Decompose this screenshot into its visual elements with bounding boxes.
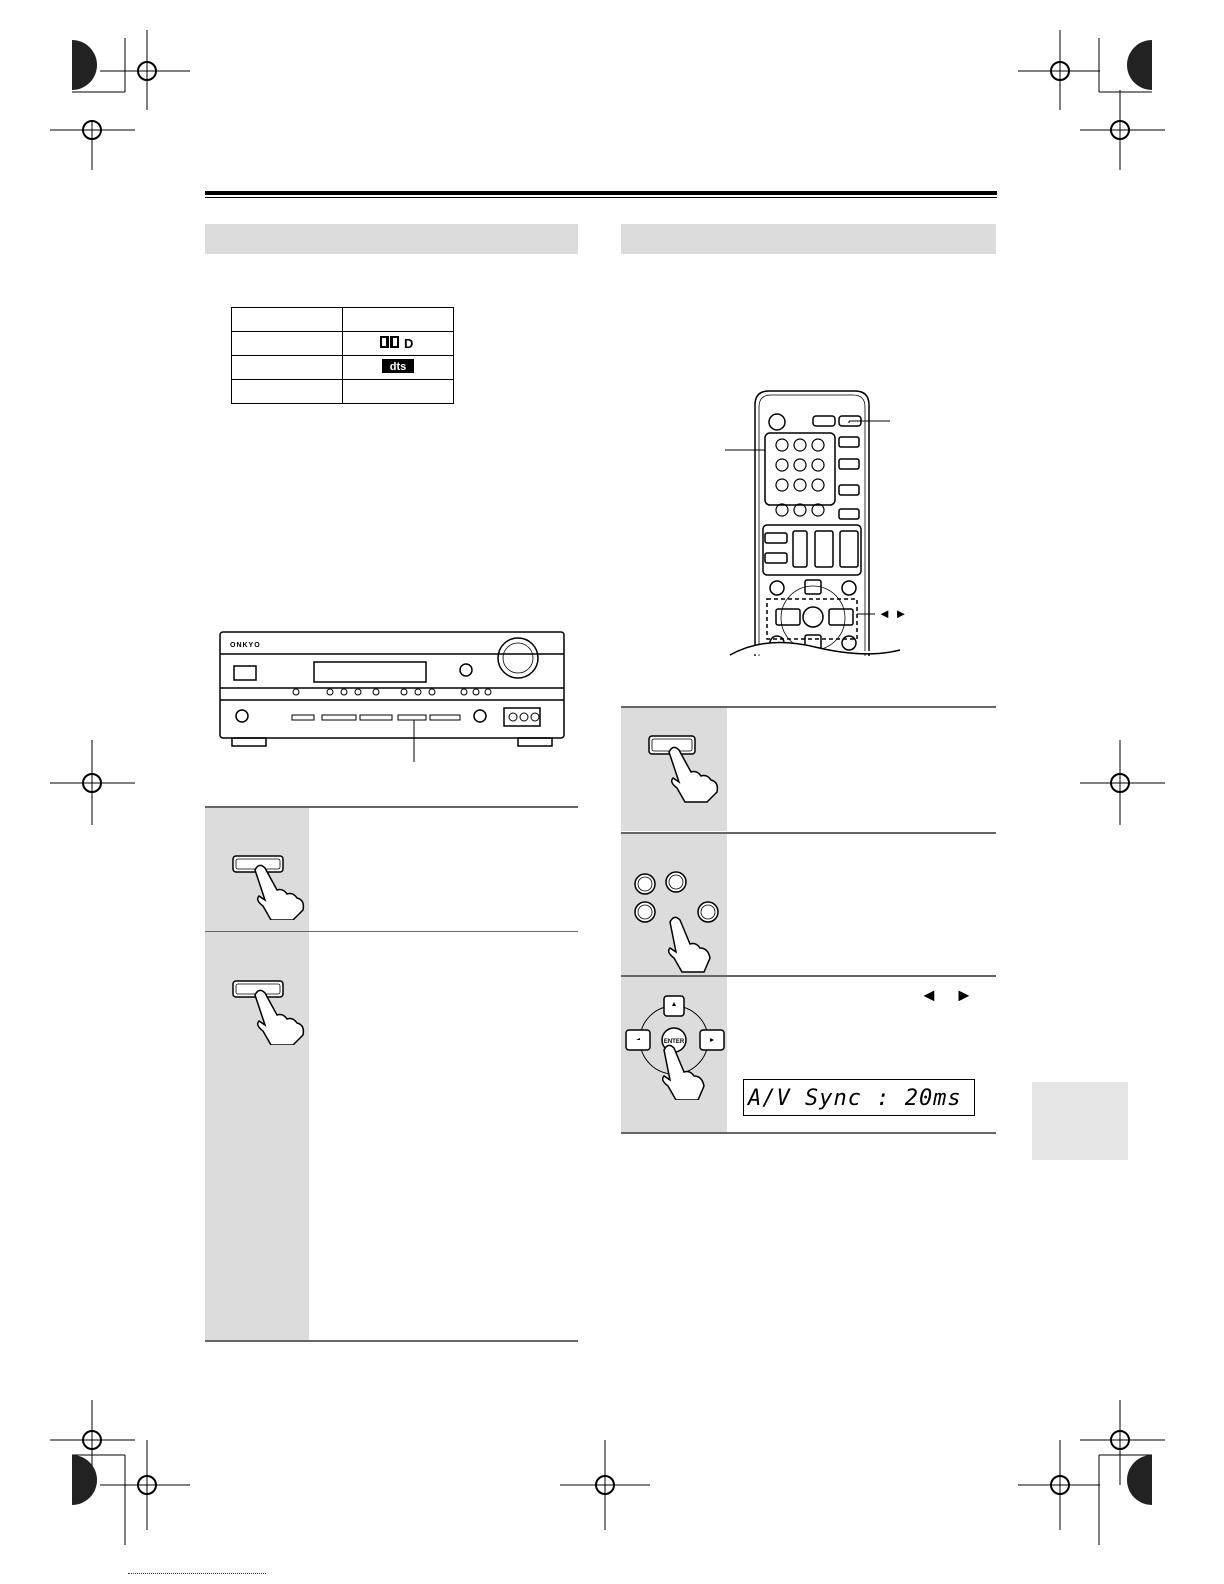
button-press-hand-icon [645,730,725,805]
dpad-enter-hand-icon [624,990,728,1100]
table-row [232,308,454,332]
right-step-rule-top [621,706,996,708]
button-press-hand-icon [225,975,315,1045]
left-step-rule-bottom [205,1340,578,1342]
table-row [232,332,454,356]
chapter-side-tab [1032,1082,1128,1160]
svg-text:dts: dts [389,361,407,373]
step3-arrow-right: ► [955,985,973,1005]
table-row [232,356,454,380]
av-sync-display: A/V Sync : 20ms [743,1079,975,1116]
right-step-rule-2 [621,975,996,977]
enter-button-label: ENTER [663,1039,685,1045]
button-press-hand-icon [225,850,315,920]
left-section-band [205,224,578,254]
left-step-rule-top [205,806,578,808]
step3-arrow-left: ◄ [920,985,938,1005]
header-rule-thin [205,197,997,198]
svg-text:D: D [404,336,414,350]
right-step-rule-1 [621,832,996,834]
right-section-band [621,224,996,254]
footer-link-underline [128,1573,266,1574]
remote-arrow-label: ◄ ► [878,606,908,621]
left-step-rule-mid [205,931,578,932]
receiver-brand-label: ONKYO [230,642,261,649]
right-step-rule-bottom [621,1132,996,1134]
remote-control-illustration [725,385,955,670]
dolby-digital-logo-icon [378,334,418,350]
header-rule [205,191,997,195]
signal-format-table [231,307,454,404]
number-buttons-hand-icon [630,868,725,973]
receiver-front-panel-illustration [218,628,568,766]
table-row [232,380,454,404]
dts-logo-icon [381,358,415,374]
